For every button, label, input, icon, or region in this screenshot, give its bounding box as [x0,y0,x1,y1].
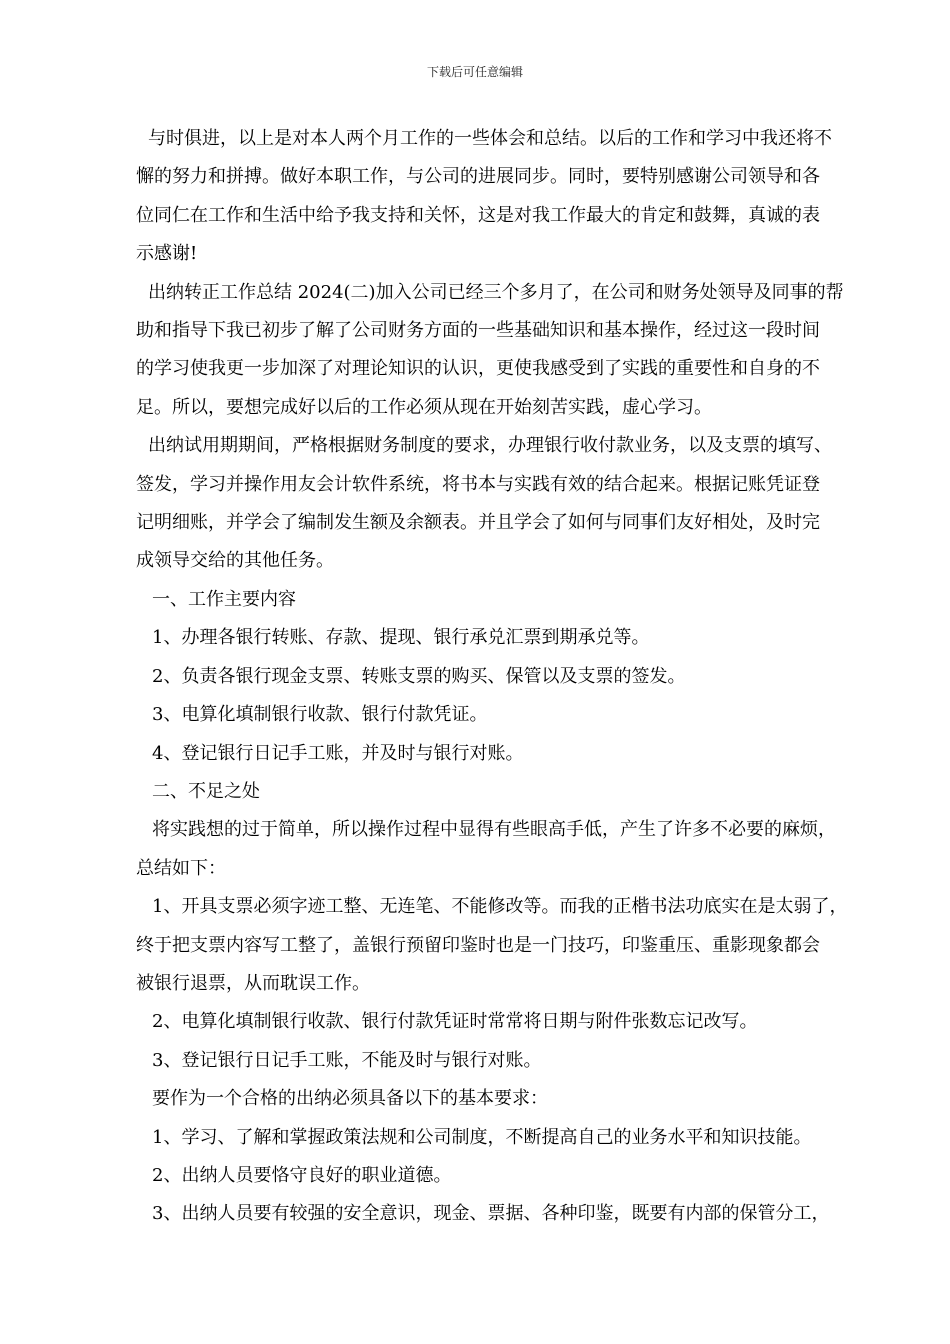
text-line: 示感谢! [136,243,198,265]
text-line: 出纳试用期期间，严格根据财务制度的要求，办理银行收付款业务，以及支票的填写、 [148,435,832,457]
document-body [136,120,896,1234]
list-item: 1、开具支票必须字迹工整、无连笔、不能修改等。而我的正楷书法功底实在是太弱了， [152,896,848,918]
text-line: 记明细账，并学会了编制发生额及余额表。并且学会了如何与同事们友好相处，及时完 [136,512,820,534]
text-line: 位同仁在工作和生活中给予我支持和关怀，这是对我工作最大的肯定和鼓舞，真诚的表 [136,204,820,226]
list-item: 4、登记银行日记手工账，并及时与银行对账。 [152,742,524,764]
list-item: 1、学习、了解和掌握政策法规和公司制度，不断提高自己的业务水平和知识技能。 [152,1126,812,1148]
list-item: 3、电算化填制银行收款、银行付款凭证。 [152,704,488,726]
list-item: 2、电算化填制银行收款、银行付款凭证时常常将日期与附件张数忘记改写。 [152,1011,758,1033]
text-line: 签发，学习并操作用友会计软件系统，将书本与实践有效的结合起来。根据记账凭证登 [136,473,820,495]
text-line: 总结如下： [136,857,226,879]
list-item: 1、办理各银行转账、存款、提现、银行承兑汇票到期承兑等。 [152,627,650,649]
section-heading: 二、不足之处 [152,780,260,802]
text-line: 将实践想的过于简单，所以操作过程中显得有些眼高手低，产生了许多不必要的麻烦， [152,819,836,841]
text-line: 懈的努力和拼搏。做好本职工作，与公司的进展同步。同时，要特别感谢公司领导和各 [136,166,820,188]
list-item: 3、登记银行日记手工账，不能及时与银行对账。 [152,1049,542,1071]
text-line: 与时俱进，以上是对本人两个月工作的一些体会和总结。以后的工作和学习中我还将不 [148,128,832,149]
text-line: 助和指导下我已初步了解了公司财务方面的一些基础知识和基本操作，经过这一段时间 [136,320,820,342]
section-heading: 一、工作主要内容 [152,588,296,610]
list-item: 3、出纳人员要有较强的安全意识，现金、票据、各种印鉴，既要有内部的保管分工， [152,1203,830,1225]
page-header-note: 下载后可任意编辑 [426,65,523,79]
text-line: 成领导交给的其他任务。 [136,550,334,572]
text-line: 出纳转正工作总结 2024(二)加入公司已经三个多月了，在公司和财务处领导及同事的帮 [148,281,844,303]
text-line: 的学习使我更一步加深了对理论知识的认识，更使我感受到了实践的重要性和自身的不 [136,358,820,380]
text-line: 要作为一个合格的出纳必须具备以下的基本要求： [152,1088,548,1110]
list-item: 2、出纳人员要恪守良好的职业道德。 [152,1164,452,1186]
text-line: 终于把支票内容写工整了，盖银行预留印鉴时也是一门技巧，印鉴重压、重影现象都会 [136,934,820,956]
list-item: 2、负责各银行现金支票、转账支票的购买、保管以及支票的签发。 [152,665,686,687]
text-line: 被银行退票，从而耽误工作。 [136,972,370,994]
text-line: 足。所以，要想完成好以后的工作必须从现在开始刻苦实践，虚心学习。 [136,396,712,418]
